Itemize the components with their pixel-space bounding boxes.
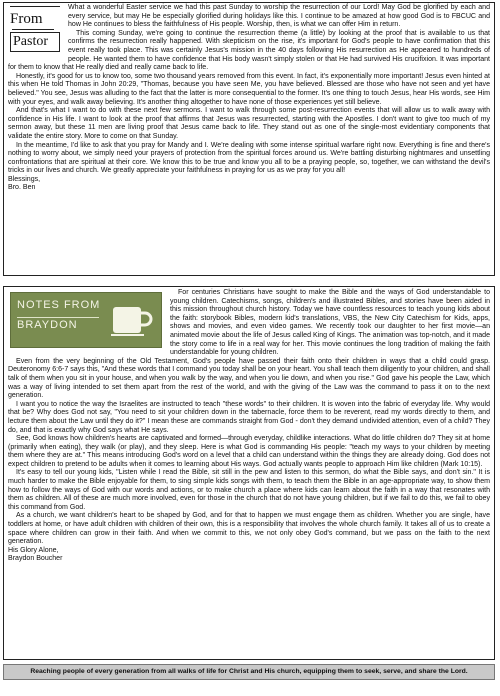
pastor-paragraph: Honestly, it's good for us to know too, some two thousand years removed from this event. In fact, it's exponentially more important! Jesus even hinted at this when He told Thomas in John 20:29, "Thomas, because you have seen Me, you have believed. Blessed are those who have not seen and yet have believed." You see, Jesus was alluding to the fact that the latter is more consequential to the former. It's one thing to touch Jesus, hear His words, see Him with your eyes, and walk away believing. It's another thing altogether to have none of those experiences yet still believe. bbox=[8, 72, 490, 106]
braydon-text bbox=[4, 287, 494, 564]
from-the-pastor-logo bbox=[8, 4, 62, 58]
pastor-signature: Bro. Ben bbox=[8, 184, 36, 192]
pastor-text bbox=[4, 3, 494, 193]
header-line-2: BRAYDON bbox=[17, 319, 78, 331]
notes-from-braydon-section bbox=[3, 286, 495, 660]
braydon-paragraph: I want you to notice the way the Israelites are instructed to teach "these words" to their children. It is woven into the fabric of everyday life. Why would that be? Why does God not say, "You need to sit your children down in the tabernacle, force them to be reverent, read my words directly to them, and lecture them about the Law until they do it?" I mean these are commands straight from God - don't they demand undivided attention, even of a child? They do, and that is exactly why God says what He says. bbox=[8, 400, 490, 434]
braydon-paragraph: Even from the very beginning of the Old Testament, God's people have passed their faith onto their children in ways that a child could grasp. Deuteronomy 6:6-7 says this, "And these words that I command you today shall be on your heart. You shall teach them diligently to your children, and shall talk of them when you sit in your house, and when you walk by the way, and when you lie down, and when you rise." God gave his people the Law, which was a way of living intended to set them apart from the rest of the world, and with the giving of the Law was the command to pass it on to the next generation. bbox=[8, 357, 490, 400]
braydon-closing: His Glory Alone, bbox=[8, 546, 59, 554]
braydon-paragraph: As a church, we want children's heart to be shaped by God, and for that to happen we must engage them as children. Whether you are single, have toddlers at home, or have adult children with children of their own, this is a responsibility that involves the whole church family. It takes all of us to create a space where children can grow in their faith. And when we commit to this, we not only obey God's command, but we pass on the faith to the next generation. bbox=[8, 512, 490, 546]
pastor-paragraph: And that's what I want to do with these next few sermons. I want to walk through some post-resurrection events that will allow us to walk away with confidence in His life. I want to look at the proof that affirms that Jesus was resurrected, starting with the Apostles. I don't want to give too much of my sermon away, but these 11 men are living proof that Jesus came back to life. They stand out as one of the single-most evidentiary components that validate the entire story. More to come on that Sunday. bbox=[8, 107, 490, 140]
header-line-1: NOTES FROM bbox=[17, 299, 101, 311]
braydon-signature: Braydon Boucher bbox=[8, 555, 63, 563]
notes-from-braydon-header bbox=[10, 292, 162, 348]
pastor-closing: Blessings, bbox=[8, 175, 41, 183]
mission-statement-footer: Reaching people of every generation from all walks of life for Christ and His church, equipping them to seek, serve, and share the Lord. bbox=[3, 664, 495, 680]
logo-pastor: Pastor bbox=[10, 32, 60, 52]
pastor-paragraph: This coming Sunday, we're going to continue the resurrection theme (a little) by looking at the proof that is available to us that confirms the resurrection really happened. With skepticism on the rise, it's important for God's people to have confirmation that this event really took place. This was certainly Jesus's mission in the 40 days following His resurrection as He appeared to hundreds of people. He wanted them to have confidence that His body wasn't simply stolen or that He had survived His crucifixion. It was important for them to know that He really died and really came back to life. bbox=[8, 29, 490, 72]
coffee-mug-icon bbox=[111, 304, 153, 338]
from-the-pastor-section bbox=[3, 2, 495, 276]
braydon-paragraph: See, God knows how children's hearts are captivated and formed—through everyday, childlike interactions. What do little children do? They sit at home (primarily when eating), they walk (or play), and they sleep. Here is what God is commanding His people: "teach my ways to your children by meeting them where they are at." This means introducing God's word on a level that a child can understand within the things they are already doing. God does not expect children to pretend to be adults when it comes to learning about His ways. God actually wants people to approach Him like children (Mark 10:15). bbox=[8, 435, 490, 468]
pastor-paragraph: What a wonderful Easter service we had this past Sunday to worship the resurrection of our Lord! May God be glorified by each and every service, but may He be especially glorified during holidays like this. I continue to be amazed at how good God is to FBCUC and how He continues to bless the faithfulness of His people. Worship, then, is what we can offer Him in return. bbox=[68, 4, 490, 29]
logo-from: From bbox=[10, 11, 43, 27]
pastor-paragraph: In the meantime, I'd like to ask that you pray for Mandy and I. We're dealing with some intense spiritual warfare right now. Everything is fine and there's nothing to worry about, we simply need your prayers of protection from the spiritual forces around us. We're battling disturbing nightmares and unsettling confrontations that are spiritual at their core. We know this to be true and know you all to be a praying people, so, together, we can withstand the devil's tricks in our lives and church. We greatly appreciate your faithfulness in praying for us as we pray for you all! bbox=[8, 141, 490, 175]
braydon-paragraph: For centuries Christians have sought to make the Bible and the ways of God understandable to young children. Catechisms, songs, children's and illustrated Bibles, and stories have been aided in this mission throughout church history. Today we have countless resources to teach young kids about the faith: storybook Bibles, modern kid's translations, VBS, the New City Catechism for Kids, apps, shows and movies, and even video games. We recently took our daughter to her first movie—an animated movie about the life of Jesus called King of Kings. The animation was top-notch, and it made the story come to life in a real way for her. This movie continues the long tradition of making the faith understandable for young children. bbox=[170, 289, 490, 357]
braydon-paragraph: It's easy to tell our young kids, "Listen while I read the Bible, sit still in the pew and listen to this sermon, do what the Bible says, and don't sin." It is much harder to make the Bible enjoyable for them, to sing simple kids songs with them, to teach them the Bible in an age-appropriate way, to show them how to follow the ways of God with our words and actions, or to make church a place where kids can learn about the faith in a way that resonates with them as children. All of these are much more involved, even for those in the church that do not have young children, but if we fail to do this, we fail to obey this command from God. bbox=[8, 469, 490, 511]
